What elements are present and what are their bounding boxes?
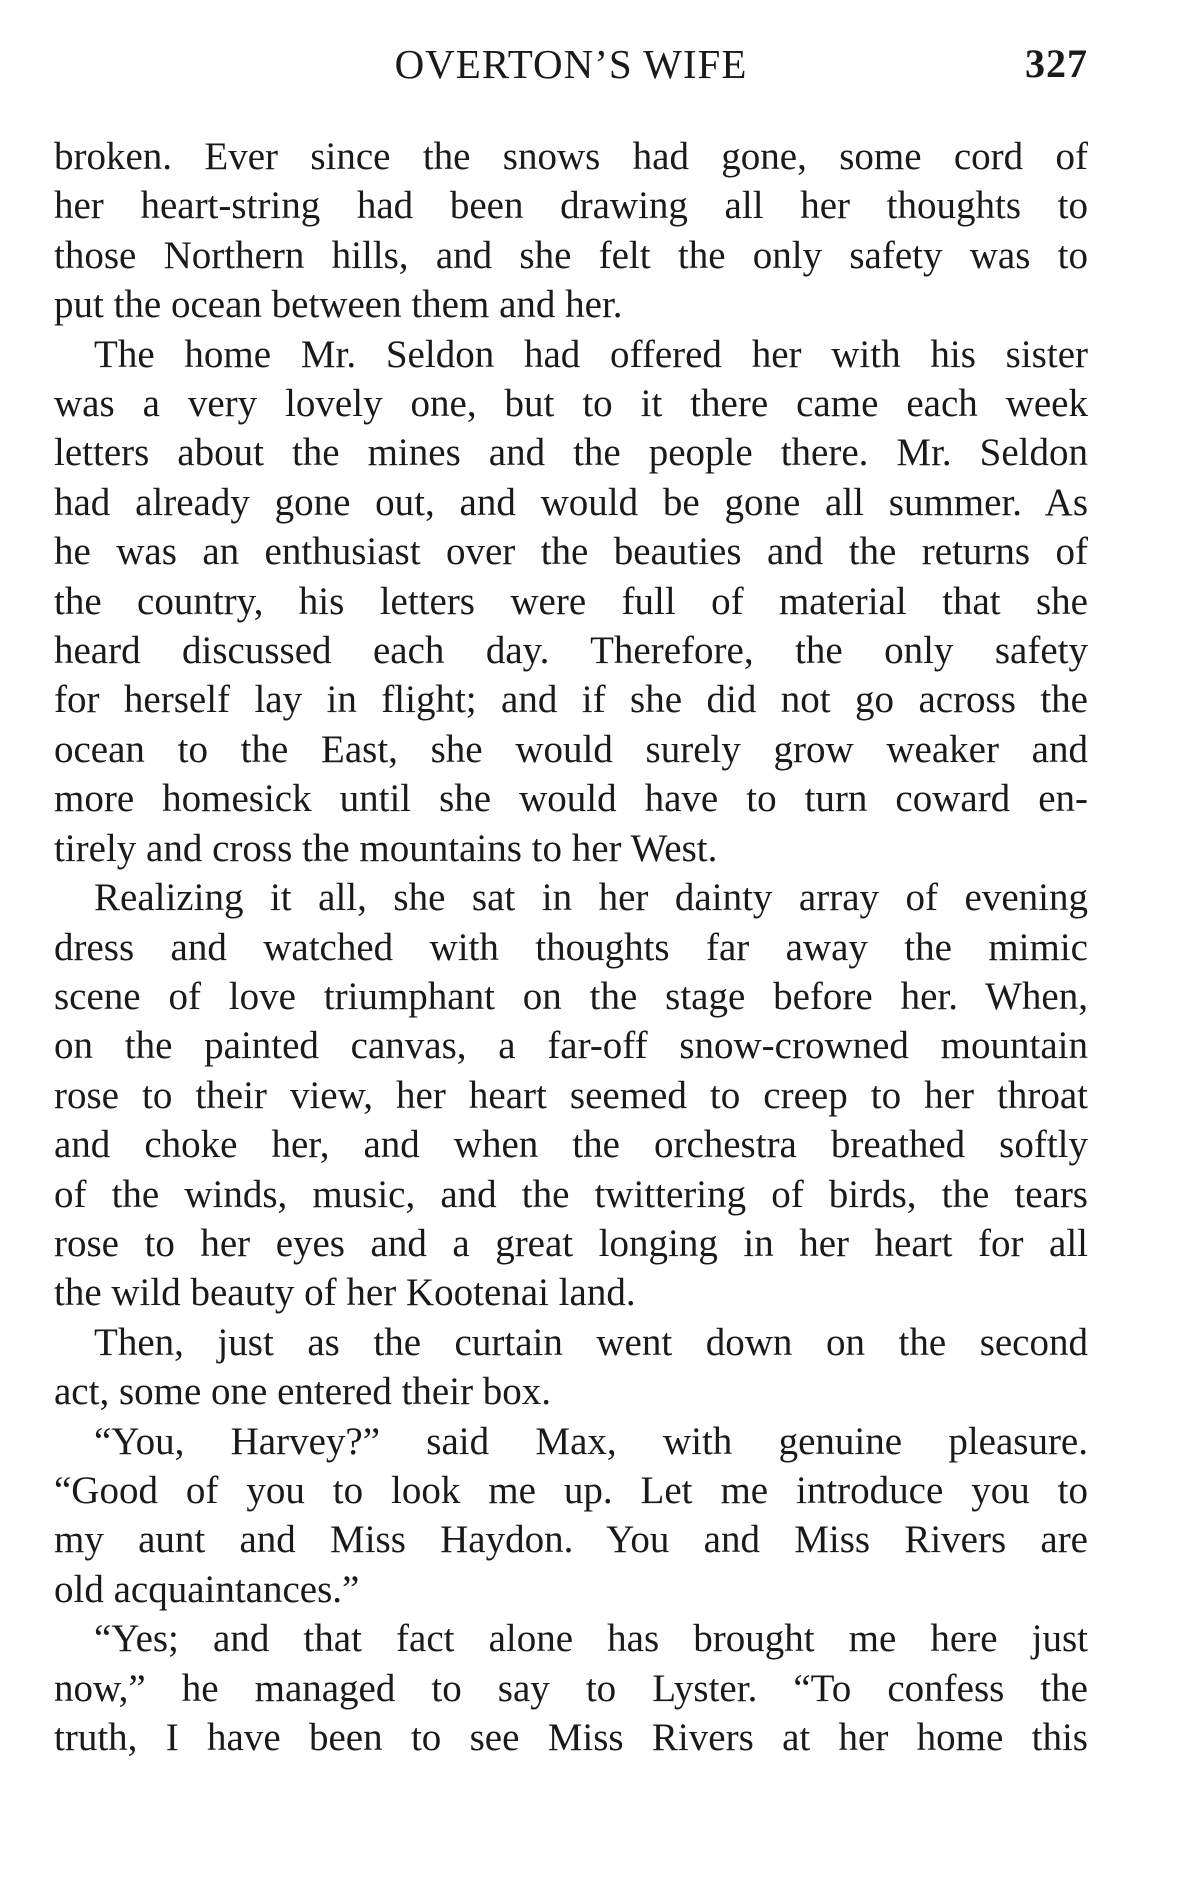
- text-line: my aunt and Miss Haydon. You and Miss Rivers are: [54, 1518, 1088, 1562]
- text-line: broken. Ever since the snows had gone, some cord of: [54, 135, 1088, 178]
- running-head: [54, 40, 1088, 96]
- text-line: old acquaintances.”: [54, 1567, 360, 1611]
- text-line: for herself lay in flight; and if she did not go across the: [54, 678, 1088, 722]
- text-line: tirely and cross the mountains to her West.: [54, 826, 718, 870]
- book-page: [54, 40, 1088, 1762]
- text-line: of the winds, music, and the twittering of birds, the tears: [54, 1172, 1088, 1216]
- text-line: rose to their view, her heart seemed to creep to her throat: [54, 1073, 1088, 1117]
- text-line: was a very lovely one, but to it there came each week: [54, 382, 1088, 426]
- text-line: truth, I have been to see Miss Rivers at her home this: [54, 1716, 1088, 1759]
- text-line: ocean to the East, she would surely grow weaker and: [54, 727, 1088, 771]
- text-line: her heart-string had been drawing all her thoughts to: [54, 184, 1088, 228]
- text-line: Then, just as the curtain went down on the second: [94, 1320, 1088, 1364]
- text-line: he was an enthusiast over the beauties and the returns of: [54, 530, 1088, 574]
- text-line: “You, Harvey?” said Max, with genuine pleasure.: [94, 1419, 1088, 1463]
- text-line: the wild beauty of her Kootenai land.: [54, 1271, 636, 1315]
- text-line: “Yes; and that fact alone has brought me here just: [94, 1617, 1088, 1661]
- text-line: on the painted canvas, a far-off snow-crowned mountain: [54, 1024, 1088, 1068]
- text-line: scene of love triumphant on the stage before her. When,: [54, 974, 1088, 1018]
- text-line: and choke her, and when the orchestra breathed softly: [54, 1123, 1088, 1167]
- text-line: had already gone out, and would be gone all summer. As: [54, 480, 1088, 524]
- page-number: 327: [1025, 41, 1088, 86]
- text-line: those Northern hills, and she felt the only safety was to: [54, 233, 1088, 277]
- text-line: rose to her eyes and a great longing in her heart for all: [54, 1221, 1088, 1265]
- text-line: dress and watched with thoughts far away the mimic: [54, 925, 1088, 969]
- text-line: “Good of you to look me up. Let me introduce you to: [54, 1468, 1088, 1512]
- text-line: The home Mr. Seldon had offered her with his sister: [94, 332, 1088, 376]
- text-line: Realizing it all, she sat in her dainty array of evening: [94, 876, 1088, 920]
- body-text: [54, 132, 1088, 1762]
- text-line: more homesick until she would have to turn coward en-: [54, 777, 1088, 821]
- text-line: heard discussed each day. Therefore, the only safety: [54, 629, 1088, 673]
- text-line: now,” he managed to say to Lyster. “To confess the: [54, 1666, 1088, 1710]
- running-title: OVERTON’S WIFE: [394, 41, 748, 87]
- text-line: put the ocean between them and her.: [54, 283, 623, 327]
- text-line: the country, his letters were full of material that she: [54, 579, 1088, 623]
- text-line: letters about the mines and the people there. Mr. Seldon: [54, 431, 1088, 475]
- text-line: act, some one entered their box.: [54, 1370, 552, 1414]
